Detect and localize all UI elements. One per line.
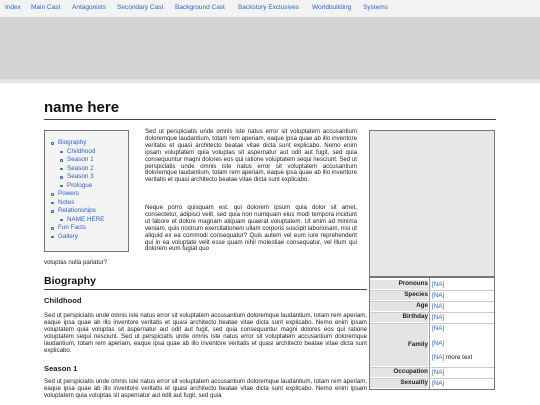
intro-paragraph-2-tail: voluptas nulla pariatur? (44, 259, 108, 266)
infobox-sexuality-value[interactable]: [NA] (432, 380, 445, 387)
nav-worldbuilding[interactable]: Worldbuilding (312, 4, 352, 11)
banner-divider (0, 79, 540, 83)
intro-paragraph-2: Neque porro quisquam est, qui dolorem ipsum quia dolor sit amet, consectetur, adipisci velit, sed quia non numquam eius modi tempora incidunt ut labore et dolore magnam aliquam quaerat voluptatem. Ut enim ad minima veniam, quis nostrum exercitationem ullam corporis suscipit laboriosam, nisi ut aliquid ex ea commodi consequatur? Quis autem vel eum iure reprehenderit qui in ea voluptate velit esse quam nihil molestiae consequatur, vel illum qui dolorem eum fugiat quo (145, 204, 357, 253)
toc-bullet (60, 176, 63, 179)
nav-secondary-cast[interactable]: Secondary Cast (117, 4, 164, 11)
toc-prologue[interactable]: Prologue (67, 181, 93, 189)
infobox-family-label: Family (370, 324, 428, 366)
toc-bullet (60, 185, 63, 188)
nav-backstory-exclusives[interactable]: Backstory Exclusives (238, 4, 300, 11)
infobox-pronouns-label: Pronouns (370, 280, 428, 289)
childhood-paragraph: Sed ut perspiciatis unde omnis iste natus error sit voluptatem accusantium doloremque laudantium, totam rem aperiam, eaque ipsa quae ab illo inventore veritatis et quasi architecto beatae vitae dicta sunt explicabo. Nemo enim ipsam voluptatem quia voluptas sit aspernatur aut odit aut fugit, sed quia consequuntur magni dolores eos qui ratione voluptatem sequi nesciunt. Sed ut perspiciatis unde omnis iste natus error sit voluptatem accusantium doloremque laudantium, totam rem aperiam, eaque ipsa quae ab illo inventore veritatis et quasi architecto beatae vitae dicta sunt explicabo. (44, 312, 367, 354)
nav-systems[interactable]: Systems (363, 4, 388, 11)
infobox-family-link[interactable]: [NA] (432, 354, 445, 361)
infobox-species-label: Species (370, 291, 428, 300)
nav-main-cast[interactable]: Main Cast (31, 4, 61, 11)
toc-bullet (51, 193, 54, 196)
infobox-occupation-label: Occupation (370, 368, 428, 377)
infobox-family-value-3 (432, 354, 472, 361)
toc-bullet (60, 159, 63, 162)
character-image-panel (369, 130, 495, 277)
toc-notes[interactable]: Notes (58, 198, 75, 206)
infobox-age-value[interactable]: [NA] (432, 303, 445, 310)
infobox-birthday-label: Birthday (370, 313, 428, 322)
toc-powers[interactable]: Powers (58, 190, 79, 197)
infobox-family-value-1[interactable]: [NA] (432, 325, 445, 332)
toc-bullet (60, 151, 63, 154)
toc-gallery[interactable]: Gallery (58, 232, 78, 240)
section-divider (44, 289, 367, 290)
nav-background-cast[interactable]: Background Cast (175, 4, 225, 11)
nav-index[interactable]: Index (5, 4, 21, 11)
toc-season-3[interactable]: Season 3 (67, 173, 94, 180)
toc-name-here[interactable]: NAME HERE (67, 215, 105, 223)
top-nav (0, 0, 540, 17)
subheading-childhood: Childhood (44, 296, 82, 305)
toc-season-2[interactable]: Season 2 (67, 164, 94, 172)
infobox-birthday-value[interactable]: [NA] (432, 314, 445, 321)
nav-antagonists[interactable]: Antagonists (72, 4, 106, 11)
infobox-age-label: Age (370, 302, 428, 311)
toc-bullet (51, 227, 54, 230)
header-banner (0, 17, 540, 79)
infobox-divider (429, 278, 430, 389)
character-infobox (369, 277, 495, 390)
infobox-pronouns-value[interactable]: [NA] (432, 281, 445, 288)
toc-childhood[interactable]: Childhood (67, 147, 96, 155)
infobox-family-text: more text (446, 354, 473, 361)
season-1-paragraph: Sed ut perspiciatis unde omnis iste natus error sit voluptatem accusantium doloremque laudantium, totam rem aperiam, eaque ipsa quae ab illo inventore veritatis et quasi architecto beatae vitae dicta sunt explicabo. Nemo enim ipsam voluptatem quia voluptas sit aspernatur aut odit aut fugit, sed quia (44, 378, 367, 399)
toc-biography[interactable]: Biography (58, 139, 87, 146)
toc-bullet (60, 168, 63, 171)
toc-fun-facts[interactable]: Fun Facts (58, 224, 86, 231)
infobox-species-value[interactable]: [NA] (432, 292, 445, 299)
page-title: name here (44, 99, 120, 116)
toc-relationships[interactable]: Relationships (58, 207, 96, 214)
infobox-sexuality-label: Sexuality (370, 379, 428, 388)
title-divider (44, 119, 496, 120)
toc-bullet (51, 142, 54, 145)
table-of-contents (44, 130, 129, 252)
intro-paragraph-1: Sed ut perspiciatis unde omnis iste natus error sit voluptatem accusantium doloremque laudantium, totam rem aperiam, eaque ipsa quae ab illo inventore veritatis et quasi architecto beatae vitae dicta sunt explicabo. Nemo enim ipsam voluptatem quia voluptas sit aspernatur aut odit aut fugit, sed quia consequuntur magni dolores eos qui ratione voluptatem sequi nesciunt. Sed ut perspiciatis unde omnis iste natus error sit voluptatem accusantium doloremque laudantium, totam rem aperiam, eaque ipsa quae ab illo inventore veritatis et quasi architecto beatae vitae dicta sunt explicabo. (145, 128, 357, 184)
toc-bullet (51, 210, 54, 213)
section-heading-biography: Biography (44, 275, 96, 287)
toc-season-1[interactable]: Season 1 (67, 156, 94, 163)
infobox-occupation-value[interactable]: [NA] (432, 369, 445, 376)
toc-bullet (60, 219, 63, 222)
toc-bullet (51, 202, 54, 205)
toc-bullet (51, 236, 54, 239)
subheading-season-1: Season 1 (44, 364, 78, 373)
infobox-family-value-2[interactable]: [NA] (432, 340, 445, 347)
